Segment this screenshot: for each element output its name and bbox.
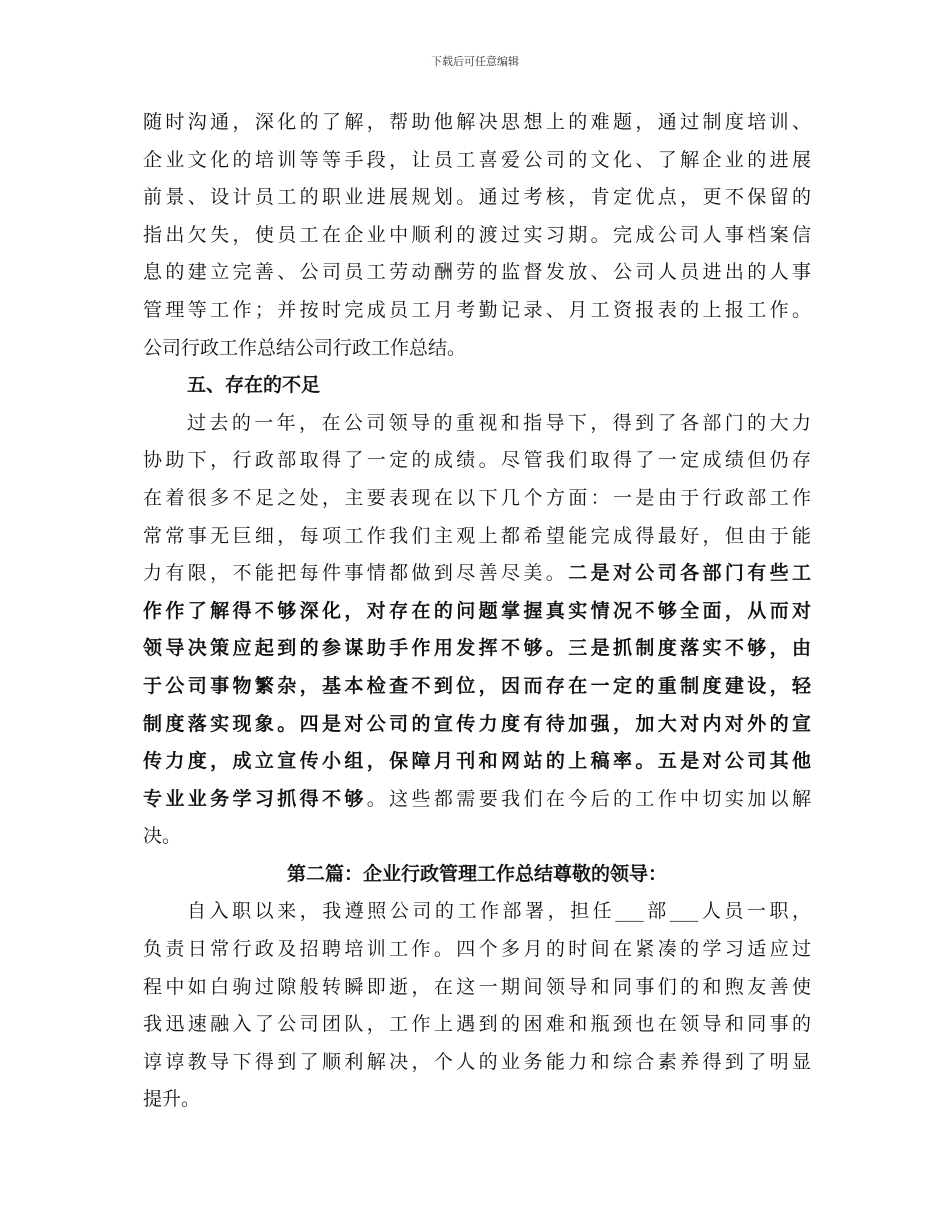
text-normal: 。这些都需要我们在今后的工作中切实加以解 bbox=[366, 787, 811, 810]
text-line: 于公司事物繁杂，基本检查不到位，因而存在一定的重制度建设，轻 bbox=[143, 674, 811, 697]
text-line: 自入职以来，我遵照公司的工作部署，担任___部___人员一职， bbox=[187, 900, 811, 923]
paragraph-shortcomings bbox=[143, 405, 811, 856]
text-line: 指出欠失，使员工在企业中顺利的渡过实习期。完成公司人事档案信 bbox=[143, 223, 811, 246]
text-line bbox=[143, 555, 811, 593]
text-line: 程中如白驹过隙般转瞬即逝，在这一期间领导和同事们的和煦友善使 bbox=[143, 975, 811, 998]
page-header: 下载后可任意编辑 bbox=[431, 55, 519, 68]
text-line: 制度落实现象。四是对公司的宣传力度有待加强，加大对内对外的宣 bbox=[143, 712, 811, 735]
section-title-shortcomings: 五、存在的不足 bbox=[187, 374, 321, 397]
text-line: 常常事无巨细，每项工作我们主观上都希望能完成得最好，但由于能 bbox=[143, 524, 811, 547]
paragraph-intro bbox=[143, 893, 811, 1119]
text-line: 负责日常行政及招聘培训工作。四个多月的时间在紧凑的学习适应过 bbox=[143, 938, 811, 961]
text-line: 企业文化的培训等等手段，让员工喜爱公司的文化、了解企业的进展 bbox=[143, 148, 811, 171]
text-line: 息的建立完善、公司员工劳动酬劳的监督发放、公司人员进出的人事 bbox=[143, 261, 811, 284]
text-line: 在着很多不足之处，主要表现在以下几个方面：一是由于行政部工作 bbox=[143, 486, 811, 509]
document-body bbox=[143, 104, 811, 1119]
text-bold: 专业业务学习抓得不够 bbox=[143, 787, 367, 810]
text-line: 管理等工作；并按时完成员工月考勤记录、月工资报表的上报工作。 bbox=[143, 298, 811, 321]
part-title: 第二篇：企业行政管理工作总结尊敬的领导： bbox=[286, 862, 667, 885]
text-line: 传力度，成立宣传小组，保障月刊和网站的上稿率。五是对公司其他 bbox=[143, 750, 811, 773]
text-line bbox=[143, 781, 811, 819]
paragraph-training bbox=[143, 104, 811, 367]
text-line: 作作了解得不够深化，对存在的问题掌握真实情况不够全面，从而对 bbox=[143, 599, 811, 622]
text-line: 过去的一年，在公司领导的重视和指导下，得到了各部门的大力 bbox=[187, 411, 811, 434]
text-line: 谆谆教导下得到了顺利解决，个人的业务能力和综合素养得到了明显 bbox=[143, 1050, 811, 1073]
text-normal: 力有限，不能把每件事情都做到尽善尽美。 bbox=[143, 562, 569, 585]
text-line: 前景、设计员工的职业进展规划。通过考核，肯定优点，更不保留的 bbox=[143, 186, 811, 209]
text-line: 领导决策应起到的参谋助手作用发挥不够。三是抓制度落实不够，由 bbox=[143, 637, 811, 660]
text-line: 协助下，行政部取得了一定的成绩。尽管我们取得了一定成绩但仍存 bbox=[143, 449, 811, 472]
text-line: 提升。 bbox=[143, 1088, 201, 1111]
text-line: 随时沟通，深化的了解，帮助他解决思想上的难题，通过制度培训、 bbox=[143, 111, 811, 133]
text-line: 我迅速融入了公司团队，工作上遇到的困难和瓶颈也在领导和同事的 bbox=[143, 1013, 811, 1036]
text-line: 决。 bbox=[143, 825, 182, 848]
text-line: 公司行政工作总结公司行政工作总结。 bbox=[143, 336, 467, 359]
text-bold: 二是对公司各部门有些工 bbox=[568, 562, 811, 585]
